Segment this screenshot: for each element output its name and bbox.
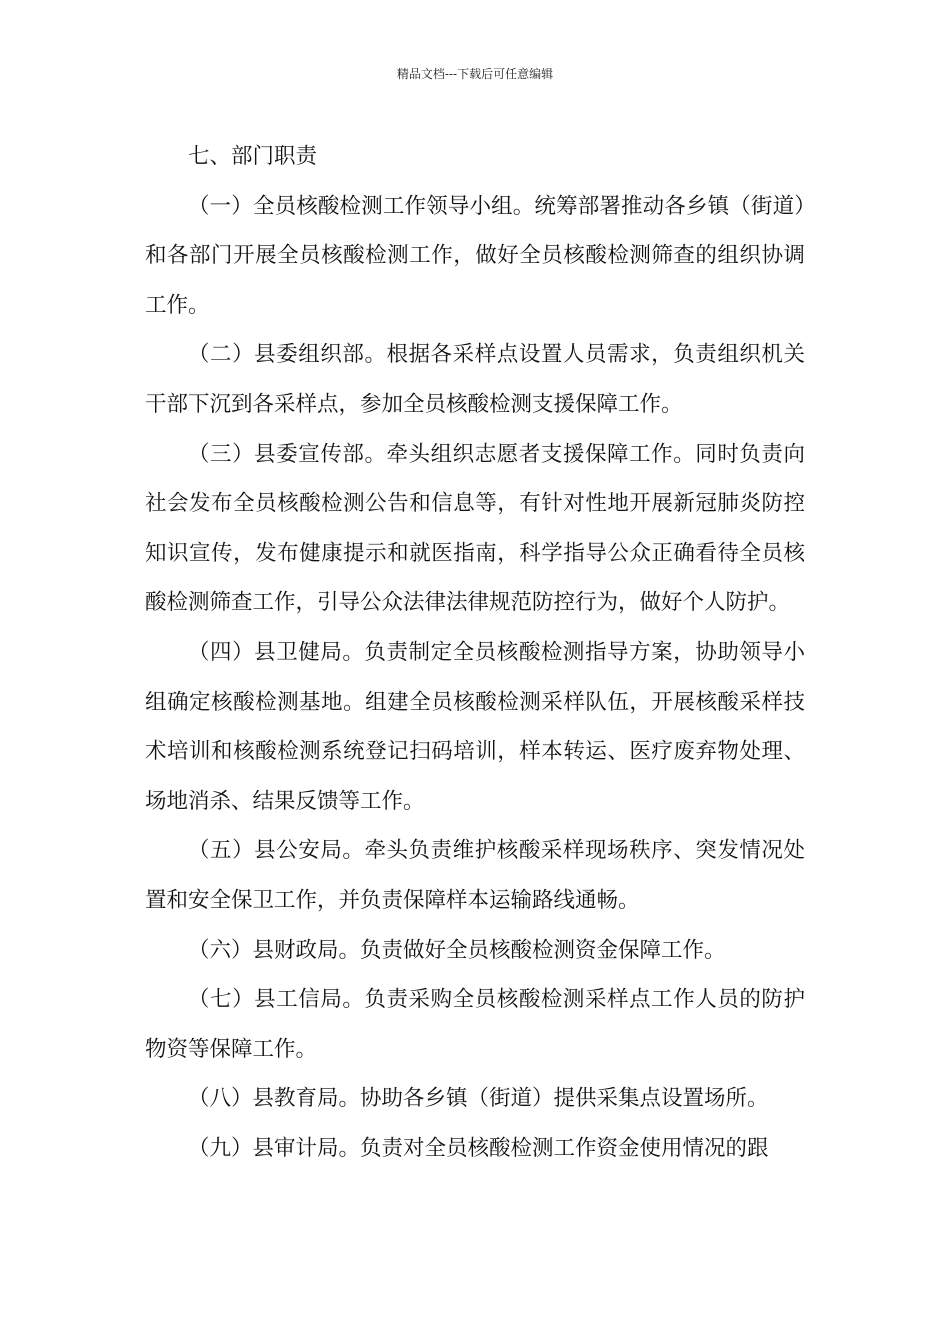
paragraph-6: （六）县财政局。负责做好全员核酸检测资金保障工作。 (188, 937, 726, 963)
document-body (145, 132, 805, 1173)
paragraph-1: （一）全员核酸检测工作领导小组。统筹部署推动各乡镇（街道）和各部门开展全员核酸检测工作，做好全员核酸检测筛查的组织协调工作。 (145, 193, 805, 318)
page-header: 精品文档---下载后可任意编辑 (396, 67, 554, 81)
paragraph-2: （二）县委组织部。根据各采样点设置人员需求，负责组织机关干部下沉到各采样点，参加全员核酸检测支援保障工作。 (145, 342, 805, 417)
paragraph-7: （七）县工信局。负责采购全员核酸检测采样点工作人员的防护物资等保障工作。 (145, 987, 805, 1062)
paragraph-9: （九）县审计局。负责对全员核酸检测工作资金使用情况的跟 (188, 1135, 769, 1161)
section-title: 七、部门职责 (188, 144, 318, 169)
paragraph-8: （八）县教育局。协助各乡镇（街道）提供采集点设置场所。 (188, 1086, 769, 1112)
paragraph-5: （五）县公安局。牵头负责维护核酸采样现场秩序、突发情况处置和安全保卫工作，并负责保障样本运输路线通畅。 (145, 838, 805, 913)
paragraph-3: （三）县委宣传部。牵头组织志愿者支援保障工作。同时负责向社会发布全员核酸检测公告和信息等，有针对性地开展新冠肺炎防控知识宣传，发布健康提示和就医指南，科学指导公众正确看待全员核酸检测筛查工作，引导公众法律法律规范防控行为，做好个人防护。 (145, 441, 805, 616)
paragraph-4: （四）县卫健局。负责制定全员核酸检测指导方案，协助领导小组确定核酸检测基地。组建全员核酸检测采样队伍，开展核酸采样技术培训和核酸检测系统登记扫码培训，样本转运、医疗废弃物处理、场地消杀、结果反馈等工作。 (145, 639, 805, 814)
